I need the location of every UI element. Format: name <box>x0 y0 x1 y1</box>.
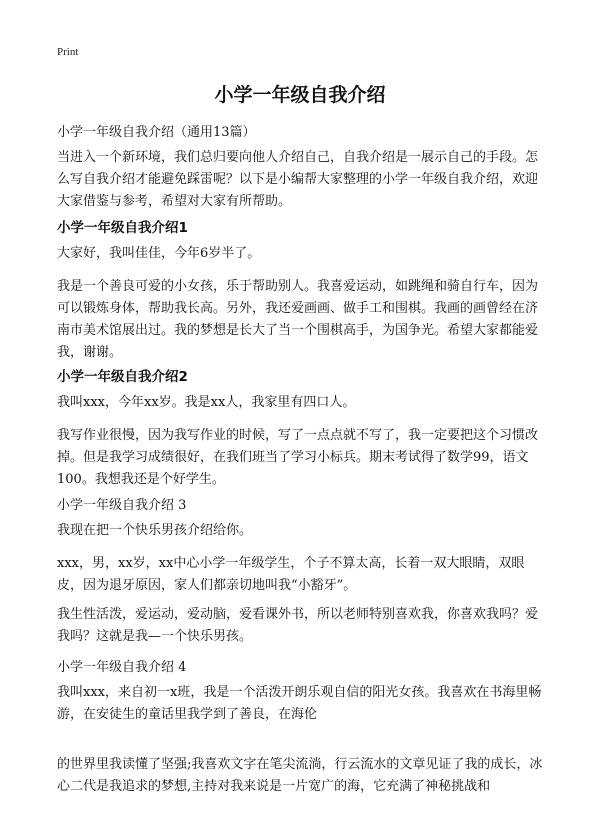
section-heading: 小学一年级自我介绍2 <box>57 369 188 385</box>
paragraph: 大家好，我叫佳佳，今年6岁半了。 <box>57 246 261 261</box>
paragraph: 我是一个善良可爱的小女孩，乐于帮助别人。我喜爱运动，如跳绳和骑自行车，因为可以锻炼身体，帮助我长高。另外，我还爱画画、做手工和围棋。我画的画曾经在济南市美术馆展出过。我的梦想是长大了当一个围棋高手，为国争光。希望大家都能爱我，谢谢。 <box>57 279 539 360</box>
paragraph: 我生性活泼，爱运动，爱动脑，爱看课外书，所以老师特别喜欢我，你喜欢我吗？爱我吗？这就是我—一个快乐男孩。 <box>57 607 539 644</box>
section-heading: 小学一年级自我介绍 4 <box>57 660 187 675</box>
paragraph: xxx，男，xx岁，xx中心小学一年级学生，个子不算太高，长着一双大眼睛，双眼皮，因为退牙原因，家人们都亲切地叫我“小豁牙”。 <box>57 556 525 593</box>
intro-paragraph: 当进入一个新环境，我们总归要向他人介绍自己，自我介绍是一展示自己的手段。怎么写自我介绍才能避免踩雷呢？以下是小编帮大家整理的小学一年级自我介绍，欢迎大家借鉴与参考，希望对大家有所帮助。 <box>57 150 539 209</box>
paragraph: 我叫xxx，今年xx岁。我是xx人，我家里有四口人。 <box>57 395 356 410</box>
paragraph: 我现在把一个快乐男孩介绍给你。 <box>57 523 253 538</box>
paragraph: 我叫xxx，来自初一x班，我是一个活泼开朗乐观自信的阳光女孩。我喜欢在书海里畅游，在安徒生的童话里我学到了善良，在海伦 <box>57 685 542 722</box>
section-heading: 小学一年级自我介绍 3 <box>57 498 187 513</box>
paragraph: 的世界里我读懂了坚强;我喜欢文字在笔尖流淌，行云流水的文章见证了我的成长，冰心二代是我追求的梦想,主持对我来说是一片宽广的海，它充满了神秘挑战和 <box>57 757 543 794</box>
section-heading: 小学一年级自我介绍1 <box>57 220 188 236</box>
paragraph: 我写作业很慢，因为我写作业的时候，写了一点点就不写了，我一定要把这个习惯改掉。但是我学习成绩很好，在我们班当了学习小标兵。期末考试得了数学99，语文100。我想我还是个好学生。 <box>57 428 539 487</box>
page-title: 小学一年级自我介绍 <box>214 84 386 106</box>
print-link[interactable]: Print <box>57 46 79 58</box>
document-subtitle: 小学一年级自我介绍（通用13篇） <box>57 125 256 140</box>
